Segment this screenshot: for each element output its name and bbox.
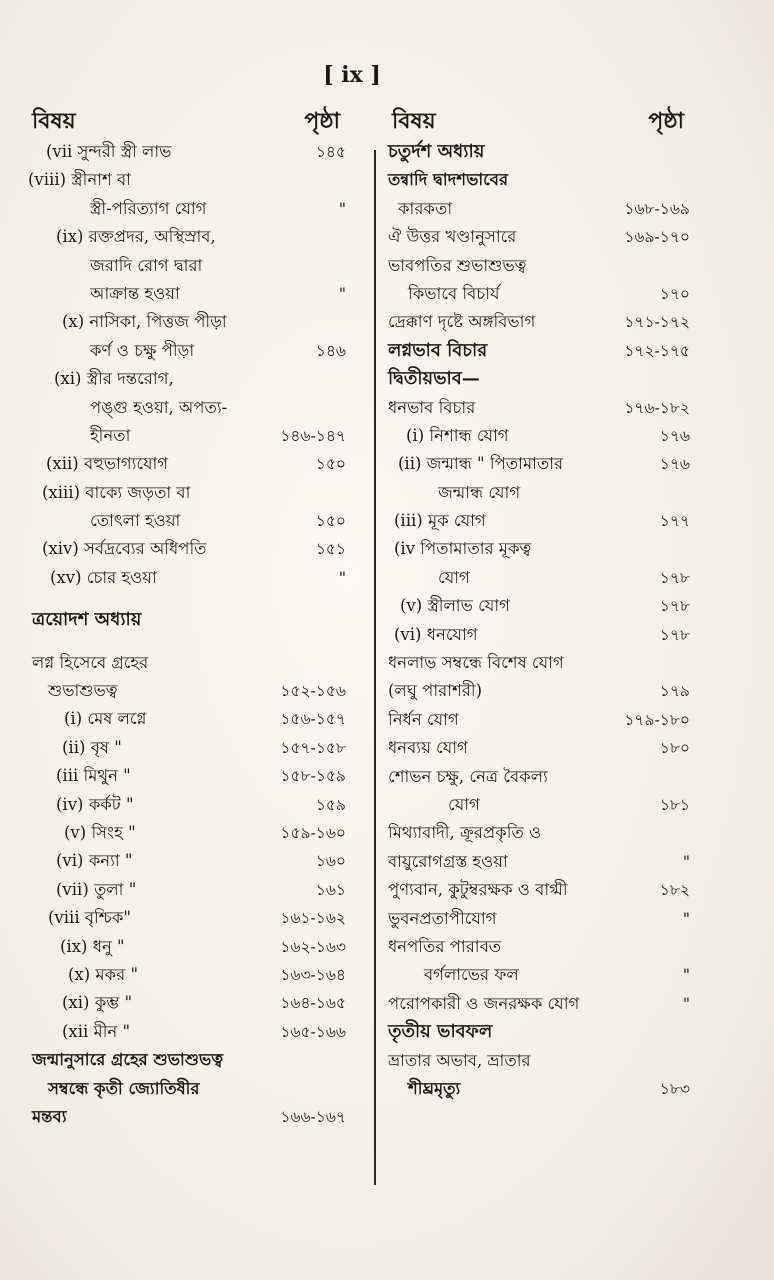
section-heading: [28, 606, 366, 634]
entry-text: শীঘ্রমৃত্যু: [408, 1078, 461, 1098]
entry-text: দ্বিতীয়ভাব—: [388, 368, 480, 390]
toc-entry: [28, 138, 366, 166]
left-entries: [28, 138, 366, 1131]
entry-text: জন্মানুসারে গ্রহের শুভাশুভত্ব: [32, 1050, 224, 1070]
entry-text: কিভাবে বিচার্য: [408, 283, 500, 303]
entry-text: (iv) কর্কট ": [56, 794, 134, 814]
entry-text: (x) নাসিকা, পিত্তজ পীড়া: [62, 312, 227, 332]
toc-entry: [28, 1046, 366, 1074]
toc-entry: [28, 195, 366, 223]
toc-entry: [388, 507, 710, 535]
entry-text: (vi) কন্যা ": [56, 851, 133, 871]
entry-text: (লঘু পারাশরী): [388, 681, 483, 701]
toc-entry: [28, 876, 366, 904]
entry-text: তৃতীয় ভাবফল: [388, 1021, 493, 1043]
toc-entry: [388, 252, 710, 280]
toc-entry: [28, 847, 366, 875]
toc-entry: [388, 308, 710, 336]
entry-text: (ii) জন্মান্ধ " পিতামাতার: [398, 454, 564, 474]
spacer: [28, 592, 366, 606]
entry-text: (xii মীন ": [62, 1021, 131, 1041]
right-column: [388, 100, 710, 1103]
entry-text: (xiv) সর্বদ্রব্যের অধিপতি: [42, 539, 207, 559]
entry-text: ঐ উত্তর খণ্ডানুসারে: [388, 227, 517, 247]
entry-text: (i) নিশান্ধ যোগ: [406, 425, 509, 445]
entry-text: দ্রেক্কাণ দৃষ্টে অঙ্গবিভাগ: [388, 312, 536, 332]
entry-text: হীনতা: [90, 425, 131, 445]
entry-text: শোভন চক্ষু, নেত্র বৈকল্য: [388, 766, 548, 786]
entry-text: পরোপকারী ও জনরক্ষক যোগ: [388, 993, 580, 1013]
entry-page: ১৬৯-১৭০: [624, 228, 690, 247]
toc-entry: [388, 535, 710, 563]
toc-entry: [28, 450, 366, 478]
entry-text: (xi) স্ত্রীর দন্তরোগ,: [54, 369, 174, 389]
toc-entry: [28, 904, 366, 932]
toc-entry: [28, 252, 366, 280]
entry-text: মিথ্যাবাদী, ক্রূরপ্রকৃতি ও: [388, 823, 542, 843]
spacer: [28, 635, 366, 649]
toc-entry: [28, 649, 366, 677]
column-divider: [374, 150, 376, 1185]
entry-text: ধনব্যয় যোগ: [388, 738, 468, 758]
entry-text: কর্ণ ও চক্ষু পীড়া: [90, 340, 195, 360]
entry-page: ": [682, 966, 690, 985]
toc-entry: [388, 450, 710, 478]
entry-text: (xii) বহুভাগ্যযোগ: [46, 454, 169, 474]
entry-text: (xiii) বাক্যে জড়তা বা: [42, 482, 191, 502]
toc-entry: [388, 1075, 710, 1103]
toc-entry: [28, 791, 366, 819]
toc-entry: [388, 734, 710, 762]
entry-text: আক্রান্ত হওয়া: [90, 283, 180, 303]
toc-entry: [388, 961, 710, 989]
toc-entry: [388, 166, 710, 194]
entry-text: ধনলাভ সম্বন্ধে বিশেষ যোগ: [388, 653, 564, 673]
toc-entry: [388, 763, 710, 791]
entry-text: শুভাশুভত্ব: [48, 681, 118, 701]
entry-text: বায়ুরোগগ্রস্ত হওয়া: [388, 851, 508, 871]
page-header: পৃষ্ঠা: [304, 108, 340, 134]
entry-text: বর্গলাভের ফল: [424, 965, 519, 985]
toc-entry: [28, 677, 366, 705]
entry-page: ১৭৬: [659, 426, 690, 445]
toc-entry: [388, 990, 710, 1018]
entry-text: কারকতা: [398, 198, 453, 218]
entry-text: ত্রয়োদশ অধ্যায়: [32, 609, 142, 631]
right-column-header: [388, 100, 710, 138]
entry-page: ১৭৮: [659, 597, 690, 616]
entry-text: ভুবনপ্রতাপীযোগ: [388, 908, 497, 928]
entry-page: ১৫০: [315, 455, 346, 474]
entry-text: (viii বৃশ্চিক": [48, 908, 131, 928]
toc-entry: [28, 564, 366, 592]
toc-entry: [388, 195, 710, 223]
section-heading: [388, 365, 710, 393]
toc-entry: [28, 819, 366, 847]
toc-entry: [388, 422, 710, 450]
entry-text: চতুর্দশ অধ্যায়: [388, 141, 485, 162]
entry-page: ১৫৬-১৫৭: [280, 710, 346, 729]
entry-text: ভাবপতির শুভাশুভত্ব: [388, 255, 527, 275]
entry-text: (iii) মূক যোগ: [394, 511, 486, 531]
entry-text: (xi) কুম্ভ ": [62, 993, 133, 1013]
entry-page: ১৬২-১৬৩: [280, 937, 346, 956]
entry-text: (iv পিতামাতার মূকত্ব: [394, 539, 532, 559]
entry-page: ": [338, 568, 346, 587]
toc-entry: [388, 677, 710, 705]
section-heading: [388, 138, 710, 166]
entry-page: ১৫৮-১৫৯: [280, 767, 346, 786]
entry-text: (v) স্ত্রীলাভ যোগ: [400, 596, 510, 616]
toc-entry: [28, 535, 366, 563]
entry-text: যোগ: [438, 567, 470, 587]
toc-entry: [388, 479, 710, 507]
entry-page: ১৮৩: [659, 1079, 690, 1098]
toc-entry: [388, 564, 710, 592]
right-entries: [388, 138, 710, 1103]
toc-entry: [28, 223, 366, 251]
entry-text: (vii) তুলা ": [56, 879, 137, 899]
entry-text: (iii মিথুন ": [56, 766, 131, 786]
entry-page: ১৪৬: [315, 341, 346, 360]
entry-text: সম্বন্ধে কৃতী জ্যোতিষীর: [48, 1078, 200, 1098]
section-heading: [388, 337, 710, 365]
entry-text: পুণ্যবান, কুটুম্বরক্ষক ও বাগ্মী: [388, 880, 568, 900]
toc-entry: [28, 365, 366, 393]
entry-text: (vii সুন্দরী স্ত্রী লাভ: [46, 142, 172, 161]
entry-text: (ii) বৃষ ": [62, 737, 122, 757]
toc-entry: [388, 592, 710, 620]
toc-entry: [28, 961, 366, 989]
entry-page: ১৫৯: [315, 795, 346, 814]
entry-text: (v) সিংহ ": [64, 822, 136, 842]
toc-entry: [28, 280, 366, 308]
entry-page: ১৭৬-১৮২: [624, 398, 690, 417]
toc-entry: [388, 876, 710, 904]
entry-page: ১৬০: [315, 852, 346, 871]
left-column: [28, 100, 366, 1131]
entry-text: ধনভাব বিচার: [388, 397, 476, 417]
entry-text: জরাদি রোগ দ্বারা: [90, 255, 203, 275]
entry-text: স্ত্রী-পরিত্যাগ যোগ: [90, 198, 207, 218]
entry-page: ১৬৩-১৬৪: [280, 965, 346, 984]
toc-entry: [28, 1075, 366, 1103]
entry-text: জন্মান্ধ যোগ: [438, 482, 521, 502]
entry-text: (ix) ধনু ": [60, 936, 125, 956]
left-column-header: [28, 100, 366, 138]
toc-entry: [388, 819, 710, 847]
toc-entry: [388, 621, 710, 649]
toc-entry: [388, 848, 710, 876]
entry-page: ১৭৮: [659, 625, 690, 644]
entry-page: ১৭৯-১৮০: [624, 710, 690, 729]
entry-page: ": [682, 852, 690, 871]
toc-entry: [388, 394, 710, 422]
toc-entry: [388, 905, 710, 933]
entry-text: লগ্ন হিসেবে গ্রহের: [32, 652, 149, 672]
entry-page: ": [338, 199, 346, 218]
entry-page: ": [682, 994, 690, 1013]
toc-entry: [388, 649, 710, 677]
entry-page: ১৬৮-১৬৯: [624, 199, 690, 218]
entry-page: ১৮২: [659, 881, 690, 900]
entry-text: তন্বাদি দ্বাদশভাবের: [388, 170, 509, 190]
entry-text: যোগ: [448, 794, 480, 814]
entry-text: পঙ্গু হওয়া, অপত্য-: [90, 397, 228, 417]
entry-page: ১৭৬: [659, 455, 690, 474]
page-number: [ ix ]: [323, 62, 381, 88]
toc-entry: [388, 933, 710, 961]
entry-page: ১৭০: [659, 284, 690, 303]
toc-entry: [28, 394, 366, 422]
entry-page: ১৫১: [315, 540, 346, 559]
toc-entry: [28, 989, 366, 1017]
toc-entry: [28, 507, 366, 535]
entry-text: (i) মেষ লগ্নে: [64, 709, 147, 729]
entry-page: ১৪৫: [315, 143, 346, 161]
entry-text: তোৎলা হওয়া: [90, 511, 181, 531]
entry-page: ": [338, 284, 346, 303]
entry-text: (x) মকর ": [68, 964, 139, 984]
entry-text: নির্ধন যোগ: [388, 709, 459, 729]
toc-entry: [28, 422, 366, 450]
entry-page: ১৭১-১৭২: [624, 313, 690, 332]
toc-entry: [28, 734, 366, 762]
entry-page: ১৬১-১৬২: [280, 909, 346, 928]
toc-entry: [388, 280, 710, 308]
toc-entry: [28, 762, 366, 790]
entry-page: ১৬৬-১৬৭: [280, 1107, 346, 1126]
topic-header: বিষয়: [392, 108, 436, 134]
entry-text: (ix) রক্তপ্রদর, অস্থিস্রাব,: [56, 227, 216, 247]
toc-entry: [28, 705, 366, 733]
entry-text: (xv) চোর হওয়া: [50, 567, 157, 587]
entry-text: লগ্নভাব বিচার: [388, 339, 488, 361]
toc-entry: [388, 1047, 710, 1075]
entry-page: ১৭৯: [659, 682, 690, 701]
entry-page: ১৬৫-১৬৬: [280, 1022, 346, 1041]
entry-page: ১৪৬-১৪৭: [280, 426, 346, 445]
toc-entry: [28, 933, 366, 961]
topic-header: বিষয়: [32, 108, 76, 134]
toc-entry: [388, 223, 710, 251]
toc-entry: [28, 1018, 366, 1046]
entry-page: ১৬১: [315, 880, 346, 899]
toc-entry: [388, 791, 710, 819]
entry-page: ১৫২-১৫৬: [280, 682, 346, 701]
page-header: পৃষ্ঠা: [648, 108, 684, 134]
entry-page: ১৫৯-১৬০: [280, 823, 346, 842]
toc-entry: [28, 479, 366, 507]
entry-text: ভ্রাতার অভাব, ভ্রাতার: [388, 1050, 531, 1070]
entry-page: ১৭২-১৭৫: [624, 341, 690, 360]
entry-page: ১৭৭: [659, 512, 690, 531]
toc-entry: [28, 166, 366, 194]
toc-entry: [28, 337, 366, 365]
entry-page: ১৮১: [659, 795, 690, 814]
toc-entry: [388, 706, 710, 734]
entry-page: ১৫০: [315, 512, 346, 531]
entry-text: (vi) ধনযোগ: [394, 624, 478, 644]
toc-entry: [28, 308, 366, 336]
entry-page: ১৭৮: [659, 568, 690, 587]
entry-text: ধনপতির পারাবত: [388, 936, 502, 956]
entry-page: ১৫৭-১৫৮: [280, 738, 346, 757]
entry-page: ১৬৪-১৬৫: [280, 994, 346, 1013]
toc-entry: [28, 1103, 366, 1131]
entry-page: ": [682, 909, 690, 928]
entry-text: মন্তব্য: [32, 1106, 67, 1126]
section-heading: [388, 1018, 710, 1046]
entry-text: (viii) স্ত্রীনাশ বা: [28, 170, 131, 190]
entry-page: ১৮০: [659, 739, 690, 758]
